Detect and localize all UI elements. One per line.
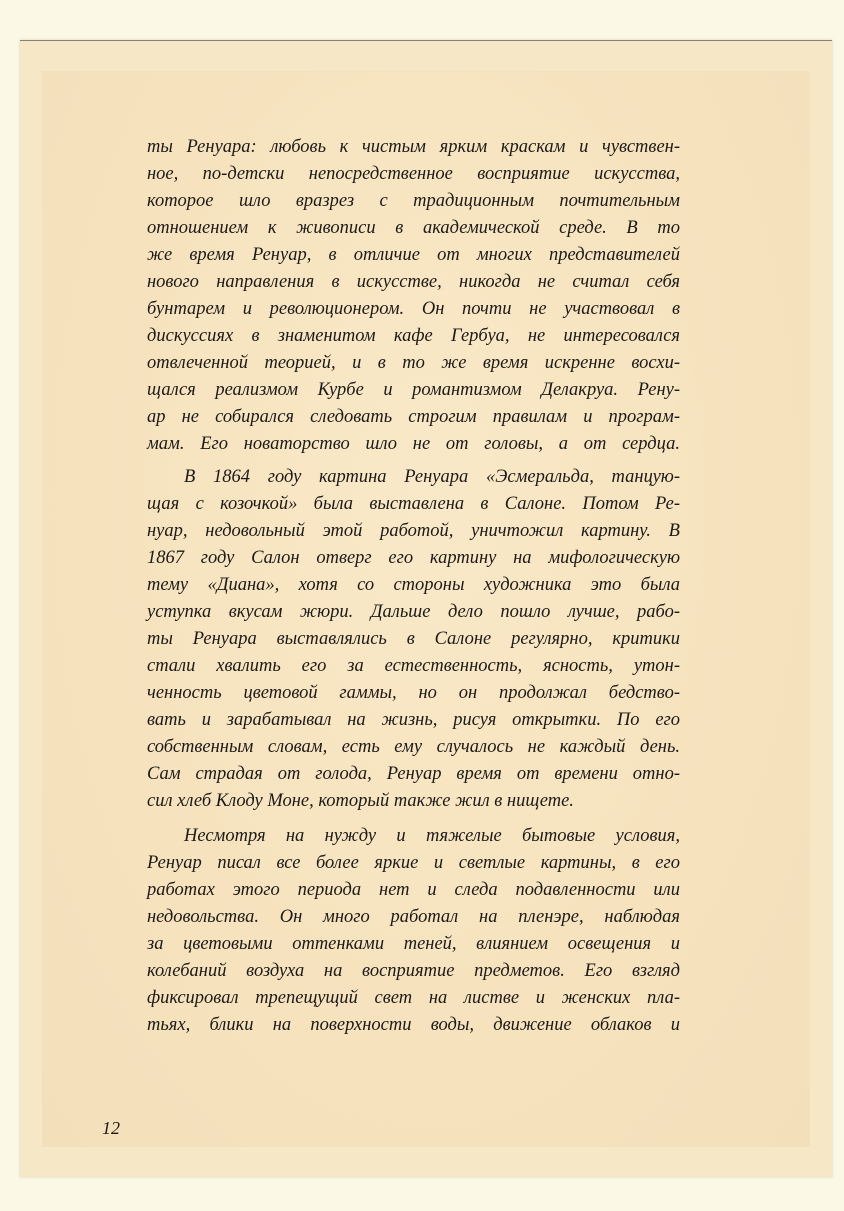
text-line: отвлеченной теорией, и в то же время искренне восхи- (147, 353, 680, 373)
text-line: дискуссиях в знаменитом кафе Гербуа, не интересовался (147, 326, 680, 346)
paragraph-1 (147, 134, 680, 458)
text-line: Ренуар писал все более яркие и светлые картины, в его (147, 853, 680, 873)
text-line: бунтарем и революционером. Он почти не участвовал в (147, 299, 680, 319)
page-number: 12 (102, 1118, 120, 1138)
paragraph-3 (147, 823, 680, 1039)
text-line: за цветовыми оттенками теней, влиянием освещения и (147, 934, 680, 954)
text-line: тьях, блики на поверхности воды, движение облаков и (147, 1015, 680, 1035)
text-line: недовольства. Он много работал на пленэре, наблюдая (147, 907, 680, 927)
text-line: Несмотря на нужду и тяжелые бытовые условия, (184, 826, 680, 846)
text-line: сил хлеб Клоду Моне, который также жил в нищете. (147, 791, 574, 811)
text-line: работах этого периода нет и следа подавленности или (147, 880, 680, 900)
text-line: ное, по-детски непосредственное восприятие искусства, (147, 164, 680, 184)
text-line: Сам страдая от голода, Ренуар время от времени отно- (147, 764, 680, 784)
text-line: собственным словам, есть ему случалось не каждый день. (147, 737, 680, 757)
text-line: щая с козочкой» была выставлена в Салоне. Потом Ре- (147, 494, 680, 514)
text-line: ты Ренуара выставлялись в Салоне регулярно, критики (147, 629, 680, 649)
text-line: ар не собирался следовать строгим правилам и програм- (147, 407, 680, 427)
text-line: вать и зарабатывал на жизнь, рисуя открытки. По его (147, 710, 680, 730)
text-line: фиксировал трепещущий свет на листве и женских пла- (147, 988, 680, 1008)
text-line: 1867 году Салон отверг его картину на мифологическую (147, 548, 680, 568)
text-line: колебаний воздуха на восприятие предметов. Его взгляд (147, 961, 680, 981)
paragraph-2 (147, 464, 680, 815)
text-line: же время Ренуар, в отличие от многих представителей (147, 245, 680, 265)
text-line: отношением к живописи в академической среде. В то (147, 218, 680, 238)
text-line: ченность цветовой гаммы, но он продолжал бедство- (147, 683, 680, 703)
text-line: В 1864 году картина Ренуара «Эсмеральда, танцую- (184, 467, 680, 487)
text-line: которое шло вразрез с традиционным почтительным (147, 191, 680, 211)
text-line: тему «Диана», хотя со стороны художника это была (147, 575, 680, 595)
text-line: нуар, недовольный этой работой, уничтожил картину. В (147, 521, 680, 541)
text-line: уступка вкусам жюри. Дальше дело пошло лучше, рабо- (147, 602, 680, 622)
text-line: ты Ренуара: любовь к чистым ярким краскам и чувствен- (147, 137, 680, 157)
text-line: щался реализмом Курбе и романтизмом Делакруа. Рену- (147, 380, 680, 400)
text-line: стали хвалить его за естественность, ясность, утон- (147, 656, 680, 676)
text-line: мам. Его новаторство шло не от головы, а от сердца. (147, 434, 680, 454)
text-line: нового направления в искусстве, никогда не считал себя (147, 272, 680, 292)
